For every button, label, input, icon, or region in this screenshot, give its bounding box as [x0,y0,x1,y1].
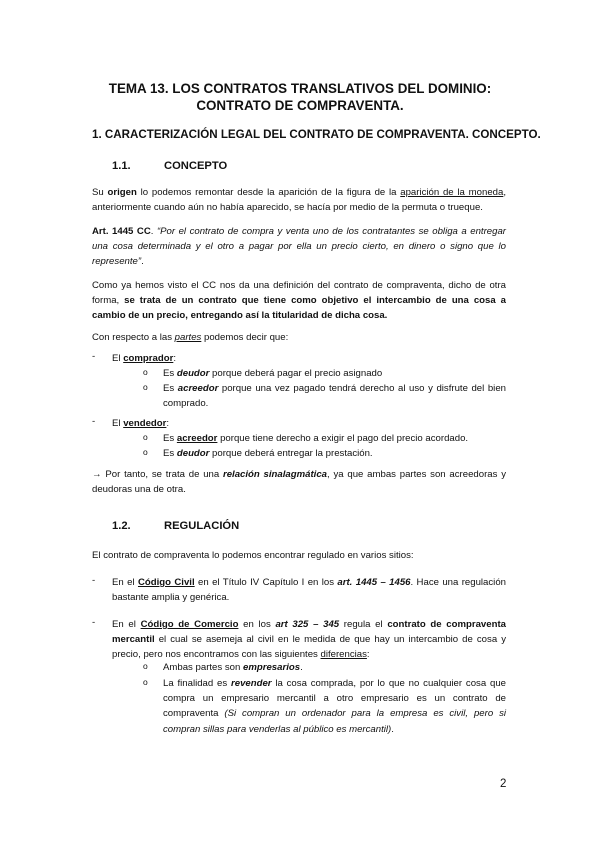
dash-bullet: - [92,617,96,628]
section-1-heading: 1. CARACTERIZACIÓN LEGAL DEL CONTRATO DE COMPRAVENTA. CONCEPTO. [92,128,541,141]
list-item-comprador: El comprador: [112,353,176,364]
title-line-2: CONTRATO DE COMPRAVENTA. [196,98,404,113]
list-item-vendedor: El vendedor: [112,418,170,429]
definition-bold: se trata de un contrato que tiene como objetivo el intercambio de una cosa a cambio de un precio, entregando así la titularidad de dicha cosa. [92,295,507,322]
sub-item-empresarios: Ambas partes son empresarios. [163,662,303,673]
paragraph-conclusion: → Por tanto, se trata de una relación sinalagmática, ya que ambas partes son acreedoras y deudoras una de otra. [92,469,506,496]
term-origen: origen [107,187,137,198]
circle-bullet: o [143,447,148,457]
sub-item-vendedor-acreedor: Es acreedor porque tiene derecho a exigir el pago del precio acordado. [163,433,469,444]
sub-item-comprador-acreedor: Es acreedor porque una vez pagado tendrá derecho al uso y disfrute del bien comprado. [163,383,506,410]
dash-bullet: - [92,351,96,362]
term-moneda: aparición de la moneda [400,187,504,198]
term-comprador: comprador [123,353,174,364]
paragraph-partes: Con respecto a las partes podemos decir que: [92,332,289,343]
subsection-number: 1.1. [112,160,131,172]
term-codigo-comercio: Código de Comercio [140,619,239,630]
circle-bullet: o [143,367,148,377]
dash-bullet: - [92,416,96,427]
article-quote: “Por el contrato de compra y venta uno de los contratantes se obliga a entregar una cosa determinada y el otro a pagar por ella un precio cierto, en dinero o signo que lo represente” [92,226,506,268]
circle-bullet: o [143,382,148,392]
page-title [60,80,540,114]
paragraph-definition: Como ya hemos visto el CC nos da una definición del contrato de compraventa, dicho de otra forma, se trata de un contrato que tiene como objetivo el intercambio de una cosa a cambio de un precio, entregando así la titularidad de dicha cosa. [92,280,507,322]
article-reference: Art. 1445 CC [92,226,151,237]
term-sinalagmatica: relación sinalagmática [222,469,328,480]
sub-item-comprador-deudor: Es deudor porque deberá pagar el precio asignado [163,368,383,379]
subsection-title: REGULACIÓN [164,520,240,532]
paragraph-article-1445: Art. 1445 CC. “Por el contrato de compra y venta uno de los contratantes se obliga a entregar una cosa determinada y el otro a pagar por ella un precio cierto, en dinero o signo que lo represente”. [92,226,506,268]
subsection-title: CONCEPTO [164,160,228,172]
subsection-number: 1.2. [112,520,131,532]
paragraph-origen: Su origen lo podemos remontar desde la aparición de la figura de la aparición de la moneda, anteriormente cuando aún no había aparecido, se hacía por medio de la permuta o trueque. [92,187,506,214]
list-item-codigo-civil: En el Código Civil en el Título IV Capítulo I en los art. 1445 – 1456. Hace una regulación bastante amplia y genérica. [112,577,506,604]
paragraph-regulacion-intro: El contrato de compraventa lo podemos encontrar regulado en varios sitios: [92,550,414,561]
sub-item-vendedor-deudor: Es deudor porque deberá entregar la prestación. [163,448,373,459]
dash-bullet: - [92,575,96,586]
circle-bullet: o [143,661,148,671]
circle-bullet: o [143,677,148,687]
sub-item-revender: La finalidad es revender la cosa comprada, por lo que no cualquier cosa que compra un empresario mercantil a otro empresario es un contrato de compraventa (Si compran un ordenador para la empresa es civil, pero si compran sillas para venderlas al público es mercantil). [163,678,507,735]
page-number: 2 [500,778,507,790]
term-vendedor: vendedor [123,418,167,429]
list-item-codigo-comercio: En el Código de Comercio en los art 325 – 345 regula el contrato de compraventa mercantil el cual se asemeja al civil en le medida de que hay un intercambio de cosa y precio, pero nos encontramos con las siguientes diferencias: [112,619,506,661]
term-diferencias: diferencias [320,649,367,661]
term-partes: partes [174,332,202,343]
title-line-1: TEMA 13. LOS CONTRATOS TRANSLATIVOS DEL DOMINIO: [108,81,492,96]
circle-bullet: o [143,432,148,442]
term-codigo-civil: Código Civil [137,577,195,588]
